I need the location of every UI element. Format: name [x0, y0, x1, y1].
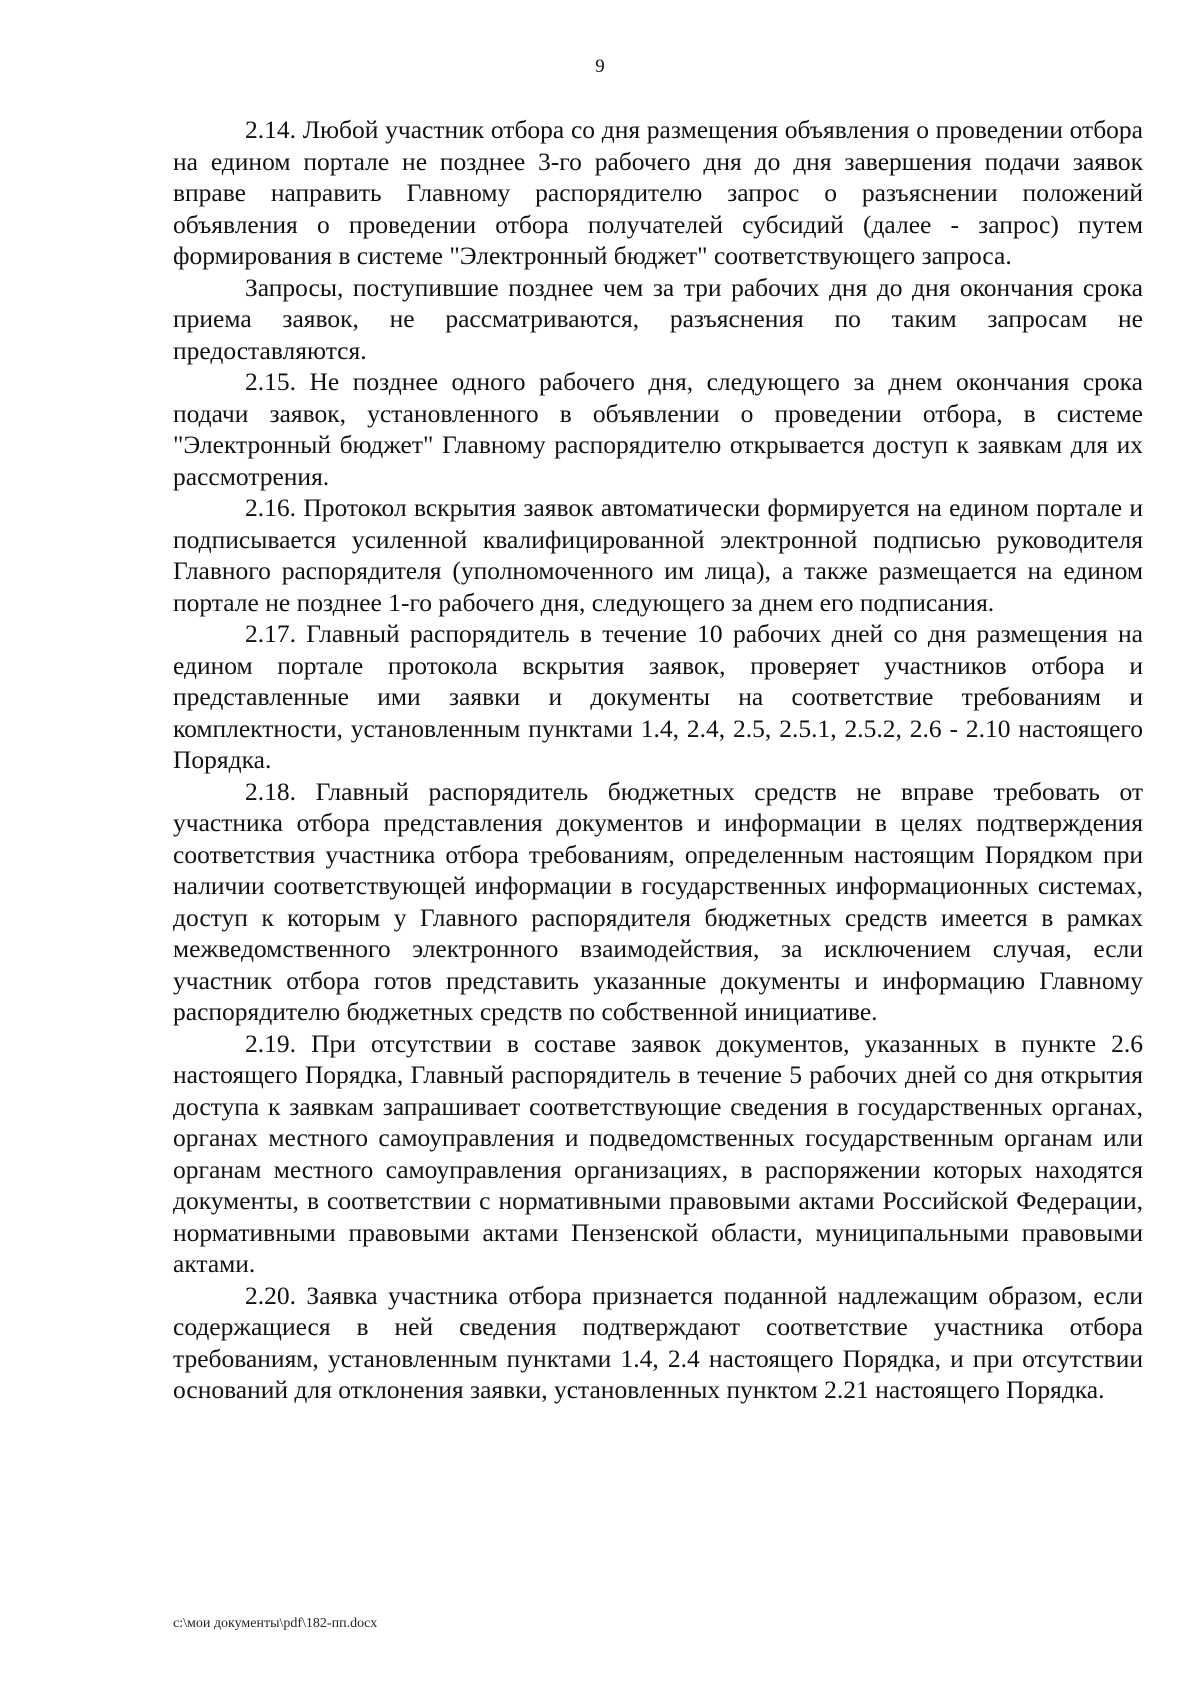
paragraph-2-19: 2.19. При отсутствии в составе заявок документов, указанных в пункте 2.6 настоящего Порядка, Главный распорядитель в течение 5 рабочих дней со дня открытия доступа к заявкам запрашивает соответствующие сведения в государственных органах, органах местного самоуправления и подведомственных государственным органам или органам местного самоуправления организациях, в распоряжении которых находятся документы, в соответствии с нормативными правовыми актами Российской Федерации, нормативными правовыми актами Пензенской области, муниципальными правовыми актами. [173, 1028, 1143, 1278]
paragraph-2-16: 2.16. Протокол вскрытия заявок автоматически формируется на едином портале и подписывается усиленной квалифицированной электронной подписью руководителя Главного распорядителя (уполномоченного им лица), а также размещается на едином портале не позднее 1-го рабочего дня, следующего за днем его подписания. [173, 493, 1143, 617]
footer-file-path: c:\мои документы\pdf\182-пп.docx [173, 1616, 378, 1631]
page-number: 9 [595, 56, 605, 77]
paragraph-2-17: 2.17. Главный распорядитель в течение 10 рабочих дней со дня размещения на едином портале протокола вскрытия заявок, проверяет участников отбора и представленные ими заявки и документы на соответствие требованиям и комплектности, установленным пунктами 1.4, 2.4, 2.5, 2.5.1, 2.5.2, 2.6 - 2.10 настоящего Порядка. [173, 619, 1143, 774]
paragraph-2-20: 2.20. Заявка участника отбора признается поданной надлежащим образом, если содержащиеся в ней сведения подтверждают соответствие участника отбора требованиям, установленным пунктами 1.4, 2.4 настоящего Порядка, и при отсутствии оснований для отклонения заявки, установленных пунктом 2.21 настоящего Порядка. [173, 1280, 1143, 1404]
paragraph-2-18: 2.18. Главный распорядитель бюджетных средств не вправе требовать от участника отбора представления документов и информации в целях подтверждения соответствия участника отбора требованиям, определенным настоящим Порядком при наличии соответствующей информации в государственных информационных системах, доступ к которым у Главного распорядителя бюджетных средств имеется в рамках межведомственного электронного взаимодействия, за исключением случая, если участник отбора готов представить указанные документы и информацию Главному распорядителю бюджетных средств по собственной инициативе. [173, 776, 1143, 1026]
paragraph-requests: Запросы, поступившие позднее чем за три рабочих дня до дня окончания срока приема заявок, не рассматриваются, разъяснения по таким запросам не предоставляются. [173, 272, 1143, 365]
paragraph-2-15: 2.15. Не позднее одного рабочего дня, следующего за днем окончания срока подачи заявок, установленного в объявлении о проведении отбора, в системе "Электронный бюджет" Главному распорядителю открывается доступ к заявкам для их рассмотрения. [173, 367, 1143, 491]
document-body [173, 114, 1143, 1406]
paragraph-2-14: 2.14. Любой участник отбора со дня размещения объявления о проведении отбора на едином портале не позднее 3-го рабочего дня до дня завершения подачи заявок вправе направить Главному распорядителю запрос о разъяснении положений объявления о проведении отбора получателей субсидий (далее - запрос) путем формирования в системе "Электронный бюджет" соответствующего запроса. [173, 115, 1143, 270]
